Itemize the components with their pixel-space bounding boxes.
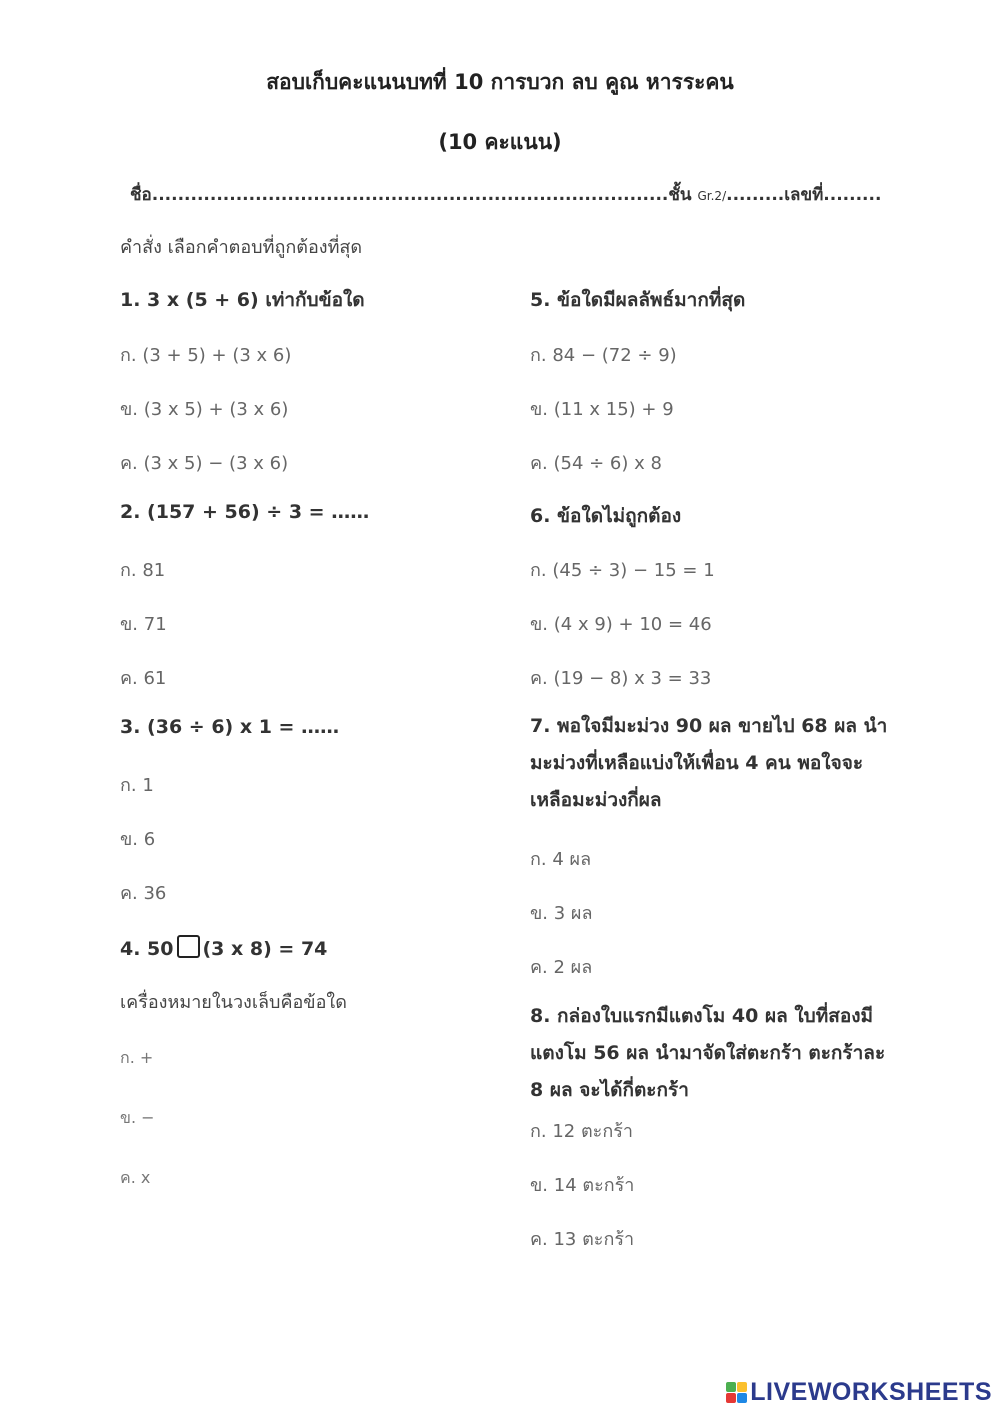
question-6: 6. ข้อใดไม่ถูกต้อง <box>530 505 682 527</box>
q3-option-a[interactable]: ก. 1 <box>120 775 154 796</box>
question-3: 3. (36 ÷ 6) x 1 = …… <box>120 716 340 738</box>
question-8: 8. กล่องใบแรกมีแตงโม 40 ผล ใบที่สองมีแตงโม 56 ผล นำมาจัดใส่ตะกร้า ตะกร้าละ 8 ผล จะได้กี่ตะกร้า <box>530 1005 886 1101</box>
q7-option-b[interactable]: ข. 3 ผล <box>530 903 593 924</box>
q3-option-b[interactable]: ข. 6 <box>120 829 156 850</box>
answer-blank-box[interactable] <box>177 935 200 958</box>
q3-option-c[interactable]: ค. 36 <box>120 883 167 904</box>
logo-square-yellow <box>737 1382 747 1392</box>
q8-option-b[interactable]: ข. 14 ตะกร้า <box>530 1175 635 1196</box>
q8-option-c[interactable]: ค. 13 ตะกร้า <box>530 1229 635 1250</box>
q6-option-a[interactable]: ก. (45 ÷ 3) − 15 = 1 <box>530 560 715 581</box>
q7-option-a[interactable]: ก. 4 ผล <box>530 849 592 870</box>
q5-option-b[interactable]: ข. (11 x 15) + 9 <box>530 399 674 420</box>
q4-text-before: 4. 50 <box>120 938 174 960</box>
q7-option-c[interactable]: ค. 2 ผล <box>530 957 593 978</box>
logo-square-blue <box>737 1393 747 1403</box>
name-line[interactable] <box>130 181 881 208</box>
q1-option-b[interactable]: ข. (3 x 5) + (3 x 6) <box>120 399 289 420</box>
question-2: 2. (157 + 56) ÷ 3 = …… <box>120 501 370 523</box>
q2-option-a[interactable]: ก. 81 <box>120 560 166 581</box>
q8-option-a[interactable]: ก. 12 ตะกร้า <box>530 1121 633 1142</box>
q4-option-b[interactable]: ข. − <box>120 1108 155 1127</box>
name-field-label: ชื่อ................................................................................ชั้น <box>130 185 692 205</box>
number-field-label: .........เลขที่......... <box>726 185 882 205</box>
question-5: 5. ข้อใดมีผลลัพธ์มากที่สุด <box>530 289 746 311</box>
q4-option-a[interactable]: ก. + <box>120 1048 154 1067</box>
q6-option-c[interactable]: ค. (19 − 8) x 3 = 33 <box>530 668 712 689</box>
q5-option-a[interactable]: ก. 84 − (72 ÷ 9) <box>530 345 677 366</box>
q4-text-after: (3 x 8) = 74 <box>202 938 328 960</box>
liveworksheets-logo[interactable] <box>726 1378 992 1407</box>
question-1: 1. 3 x (5 + 6) เท่ากับข้อใด <box>120 289 365 311</box>
question-4 <box>120 935 327 960</box>
worksheet-title: สอบเก็บคะแนนบทที่ 10 การบวก ลบ คูณ หารระคน <box>266 70 734 94</box>
brand-name: LIVEWORKSHEETS <box>750 1378 992 1406</box>
logo-icon <box>726 1382 747 1403</box>
q4-option-c[interactable]: ค. x <box>120 1168 151 1187</box>
q1-option-c[interactable]: ค. (3 x 5) − (3 x 6) <box>120 453 289 474</box>
logo-square-red <box>726 1393 736 1403</box>
logo-square-green <box>726 1382 736 1392</box>
score-label: (10 คะแนน) <box>438 130 562 154</box>
grade-label: Gr.2/ <box>697 189 727 203</box>
instruction: คำสั่ง เลือกคำตอบที่ถูกต้องที่สุด <box>120 237 363 258</box>
q6-option-b[interactable]: ข. (4 x 9) + 10 = 46 <box>530 614 712 635</box>
q5-option-c[interactable]: ค. (54 ÷ 6) x 8 <box>530 453 662 474</box>
question-7: 7. พอใจมีมะม่วง 90 ผล ขายไป 68 ผล นำมะม่วงที่เหลือแบ่งให้เพื่อน 4 คน พอใจจะเหลือมะม่วงกี่ผล <box>530 715 888 811</box>
q2-option-c[interactable]: ค. 61 <box>120 668 167 689</box>
q1-option-a[interactable]: ก. (3 + 5) + (3 x 6) <box>120 345 292 366</box>
q4-subtext: เครื่องหมายในวงเล็บคือข้อใด <box>120 992 347 1013</box>
q2-option-b[interactable]: ข. 71 <box>120 614 167 635</box>
